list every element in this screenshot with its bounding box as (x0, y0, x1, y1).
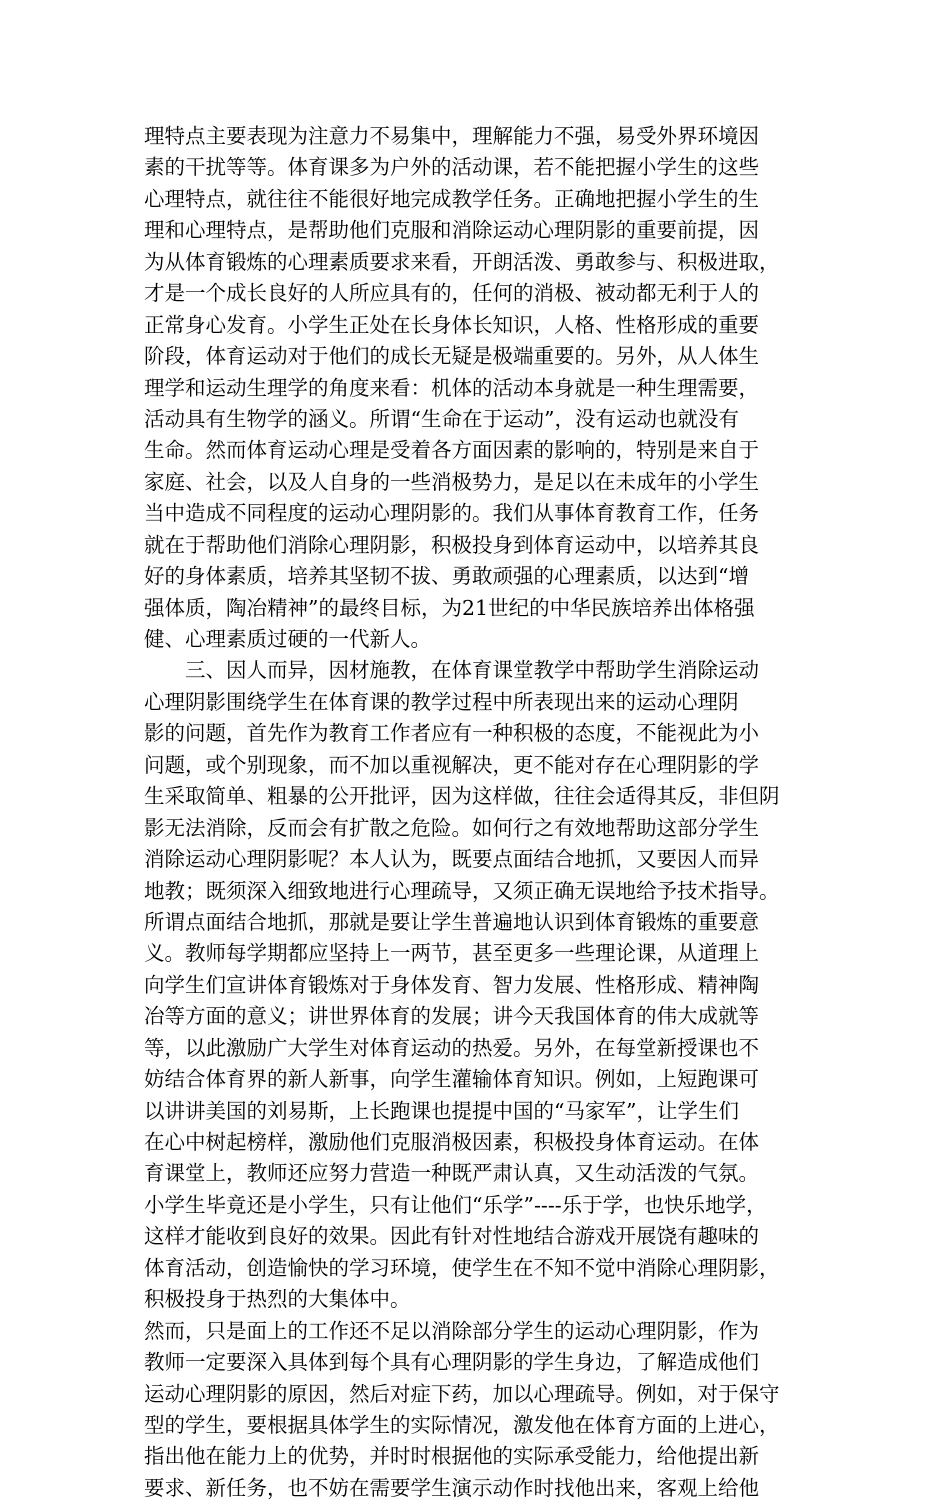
text-line: 影的问题，首先作为教育工作者应有一种积极的态度，不能视此为小 (144, 721, 759, 746)
text-line: 生采取简单、粗暴的公开批评，因为这样做，往往会适得其反，非但阴 (144, 784, 780, 809)
text-line: 型的学生，要根据具体学生的实际情况，激发他在体育方面的上进心， (144, 1412, 780, 1437)
document-body (144, 121, 824, 1504)
text-line: 理特点主要表现为注意力不易集中，理解能力不强，易受外界环境因 (144, 124, 759, 148)
text-line: 好的身体素质，培养其坚韧不拔、勇敢顽强的心理素质，以达到“增 (144, 564, 749, 589)
text-line: 所谓点面结合地抓，那就是要让学生普遍地认识到体育锻炼的重要意 (144, 909, 759, 934)
text-line: 强体质，陶冶精神”的最终目标，为21世纪的中华民族培养出体格强 (144, 595, 755, 620)
text-line: 素的干扰等等。体育课多为户外的活动课，若不能把握小学生的这些 (144, 155, 759, 180)
text-line: 这样才能收到良好的效果。因此有针对性地结合游戏开展饶有趣味的 (144, 1224, 759, 1249)
text-line: 家庭、社会，以及人自身的一些消极势力，是足以在未成年的小学生 (144, 469, 759, 494)
text-line: 生命。然而体育运动心理是受着各方面因素的影响的，特别是来自于 (144, 438, 759, 463)
text-line: 阶段，体育运动对于他们的成长无疑是极端重要的。另外，从人体生 (144, 344, 759, 369)
text-line: 然而，只是面上的工作还不足以消除部分学生的运动心理阴影，作为 (144, 1318, 759, 1343)
text-line: 积极投身于热烈的大集体中。 (144, 1287, 411, 1312)
text-line: 育课堂上，教师还应努力营造一种既严肃认真，又生动活泼的气氛。 (144, 1161, 759, 1186)
text-line: 当中造成不同程度的运动心理阴影的。我们从事体育教育工作，任务 (144, 501, 759, 526)
text-line: 才是一个成长良好的人所应具有的，任何的消极、被动都无利于人的 (144, 281, 759, 306)
text-line: 影无法消除，反而会有扩散之危险。如何行之有效地帮助这部分学生 (144, 815, 759, 840)
text-line: 小学生毕竟还是小学生，只有让他们“乐学”----乐于学，也快乐地学， (144, 1192, 767, 1217)
text-line: 妨结合体育界的新人新事，向学生灌输体育知识。例如，上短跑课可 (144, 1067, 759, 1092)
text-line: 在心中树起榜样，激励他们克服消极因素，积极投身体育运动。在体 (144, 1130, 759, 1154)
text-line: 体育活动，创造愉快的学习环境，使学生在不知不觉中消除心理阴影， (144, 1255, 780, 1280)
text-line: 正常身心发育。小学生正处在长身体长知识，人格、性格形成的重要 (144, 312, 759, 337)
text-line: 为从体育锻炼的心理素质要求来看，开朗活泼、勇敢参与、积极进取， (144, 249, 780, 274)
text-line: 以讲讲美国的刘易斯，上长跑课也提提中国的“马家军”，让学生们 (144, 1098, 739, 1123)
text-line: 健、心理素质过硬的一代新人。 (144, 627, 431, 651)
text-line: 向学生们宣讲体育锻炼对于身体发育、智力发展、性格形成、精神陶 (144, 972, 759, 997)
text-line: 理学和运动生理学的角度来看：机体的活动本身就是一种生理需要， (144, 375, 759, 400)
text-line: 问题，或个别现象，而不加以重视解决，更不能对存在心理阴影的学 (144, 752, 759, 777)
text-line: 地教；既须深入细致地进行心理疏导，又须正确无误地给予技术指导。 (144, 878, 780, 903)
text-line: 心理特点，就往往不能很好地完成教学任务。正确地把握小学生的生 (144, 186, 759, 211)
text-line: 运动心理阴影的原因，然后对症下药，加以心理疏导。例如，对于保守 (144, 1381, 780, 1406)
text-line: 就在于帮助他们消除心理阴影，积极投身到体育运动中，以培养其良 (144, 532, 759, 557)
text-line: 活动具有生物学的涵义。所谓“生命在于运动”，没有运动也就没有 (144, 406, 739, 431)
text-line: 教师一定要深入具体到每个具有心理阴影的学生身边，了解造成他们 (144, 1350, 759, 1375)
text-line: 冶等方面的意义；讲世界体育的发展；讲今天我国体育的伟大成就等 (144, 1004, 759, 1029)
text-line: 三、因人而异，因材施教，在体育课堂教学中帮助学生消除运动 (144, 658, 759, 683)
text-line: 要求、新任务，也不妨在需要学生演示动作时找他出来，客观上给他 (144, 1475, 759, 1500)
text-line: 等，以此激励广大学生对体育运动的热爱。另外，在每堂新授课也不 (144, 1035, 759, 1060)
text-line: 理和心理特点，是帮助他们克服和消除运动心理阴影的重要前提，因 (144, 218, 759, 243)
text-line: 指出他在能力上的优势，并时时根据他的实际承受能力，给他提出新 (144, 1444, 759, 1469)
text-line: 消除运动心理阴影呢？本人认为，既要点面结合地抓，又要因人而异 (144, 847, 759, 872)
text-line: 义。教师每学期都应坚持上一两节，甚至更多一些理论课，从道理上 (144, 941, 759, 966)
text-line: 心理阴影围绕学生在体育课的教学过程中所表现出来的运动心理阴 (144, 689, 739, 714)
